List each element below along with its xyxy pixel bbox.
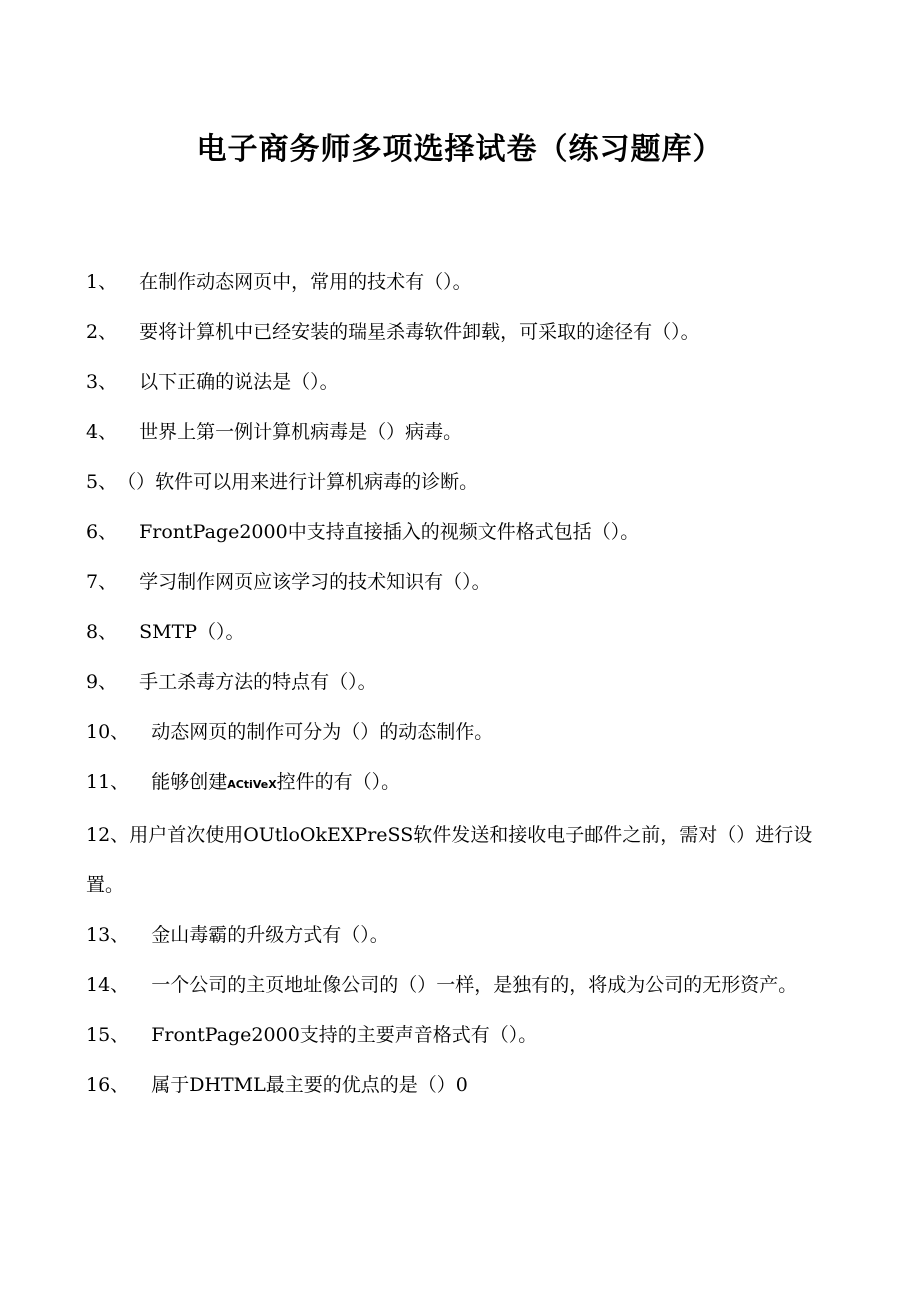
question-text: 世界上第一例计算机病毒是（）病毒。 xyxy=(139,421,463,443)
question-number: 12、 xyxy=(86,824,130,846)
question-item xyxy=(86,910,826,960)
question-item xyxy=(86,557,826,607)
question-item xyxy=(86,607,826,657)
question-text: SMTP（）。 xyxy=(139,621,245,643)
question-number: 15、 xyxy=(86,1024,130,1046)
question-number: 6、 xyxy=(86,521,118,543)
activex-label: ACtiVeX xyxy=(227,778,277,791)
question-number: 5、 xyxy=(86,471,118,493)
question-text: 金山毒霸的升级方式有（）。 xyxy=(151,924,389,946)
question-item xyxy=(86,457,826,507)
question-text: 用户首次使用OUtloOkEXPreSS软件发送和接收电子邮件之前，需对（）进行设置。 xyxy=(86,824,813,896)
question-number: 3、 xyxy=(86,371,118,393)
question-text: 学习制作网页应该学习的技术知识有（）。 xyxy=(139,571,491,593)
question-text: 属于DHTML最主要的优点的是（）0 xyxy=(151,1074,468,1096)
question-text: 控件的有（）。 xyxy=(276,771,401,793)
question-item xyxy=(86,707,826,757)
question-item xyxy=(86,657,826,707)
question-number: 1、 xyxy=(86,271,118,293)
question-item xyxy=(86,810,826,910)
question-item xyxy=(86,257,826,307)
question-item xyxy=(86,357,826,407)
question-text: 一个公司的主页地址像公司的（）一样，是独有的，将成为公司的无形资产。 xyxy=(151,974,798,996)
question-item xyxy=(86,1010,826,1060)
question-list xyxy=(86,257,826,1110)
question-text: （）软件可以用来进行计算机病毒的诊断。 xyxy=(117,471,479,493)
question-text: 手工杀毒方法的特点有（）。 xyxy=(139,671,377,693)
question-text: 要将计算机中已经安装的瑞星杀毒软件卸载，可采取的途径有（）。 xyxy=(139,321,700,343)
question-text: 能够创建 xyxy=(151,771,228,793)
question-text: FrontPage2000支持的主要声音格式有（）。 xyxy=(151,1024,538,1046)
question-item xyxy=(86,1060,826,1110)
question-item xyxy=(86,407,826,457)
question-item xyxy=(86,307,826,357)
question-number: 11、 xyxy=(86,771,130,793)
question-item xyxy=(86,757,826,810)
question-number: 13、 xyxy=(86,924,130,946)
question-number: 14、 xyxy=(86,974,130,996)
question-number: 7、 xyxy=(86,571,118,593)
question-number: 16、 xyxy=(86,1074,130,1096)
question-number: 4、 xyxy=(86,421,118,443)
question-item xyxy=(86,507,826,557)
question-number: 2、 xyxy=(86,321,118,343)
question-text: 在制作动态网页中，常用的技术有（）。 xyxy=(139,271,472,293)
question-text: FrontPage2000中支持直接插入的视频文件格式包括（）。 xyxy=(139,521,640,543)
question-text: 动态网页的制作可分为（）的动态制作。 xyxy=(151,721,494,743)
question-item xyxy=(86,960,826,1010)
question-number: 8、 xyxy=(86,621,118,643)
question-text: 以下正确的说法是（）。 xyxy=(139,371,339,393)
question-number: 9、 xyxy=(86,671,118,693)
document-title: 电子商务师多项选择试卷（练习题库） xyxy=(196,132,724,167)
question-number: 10、 xyxy=(86,721,130,743)
